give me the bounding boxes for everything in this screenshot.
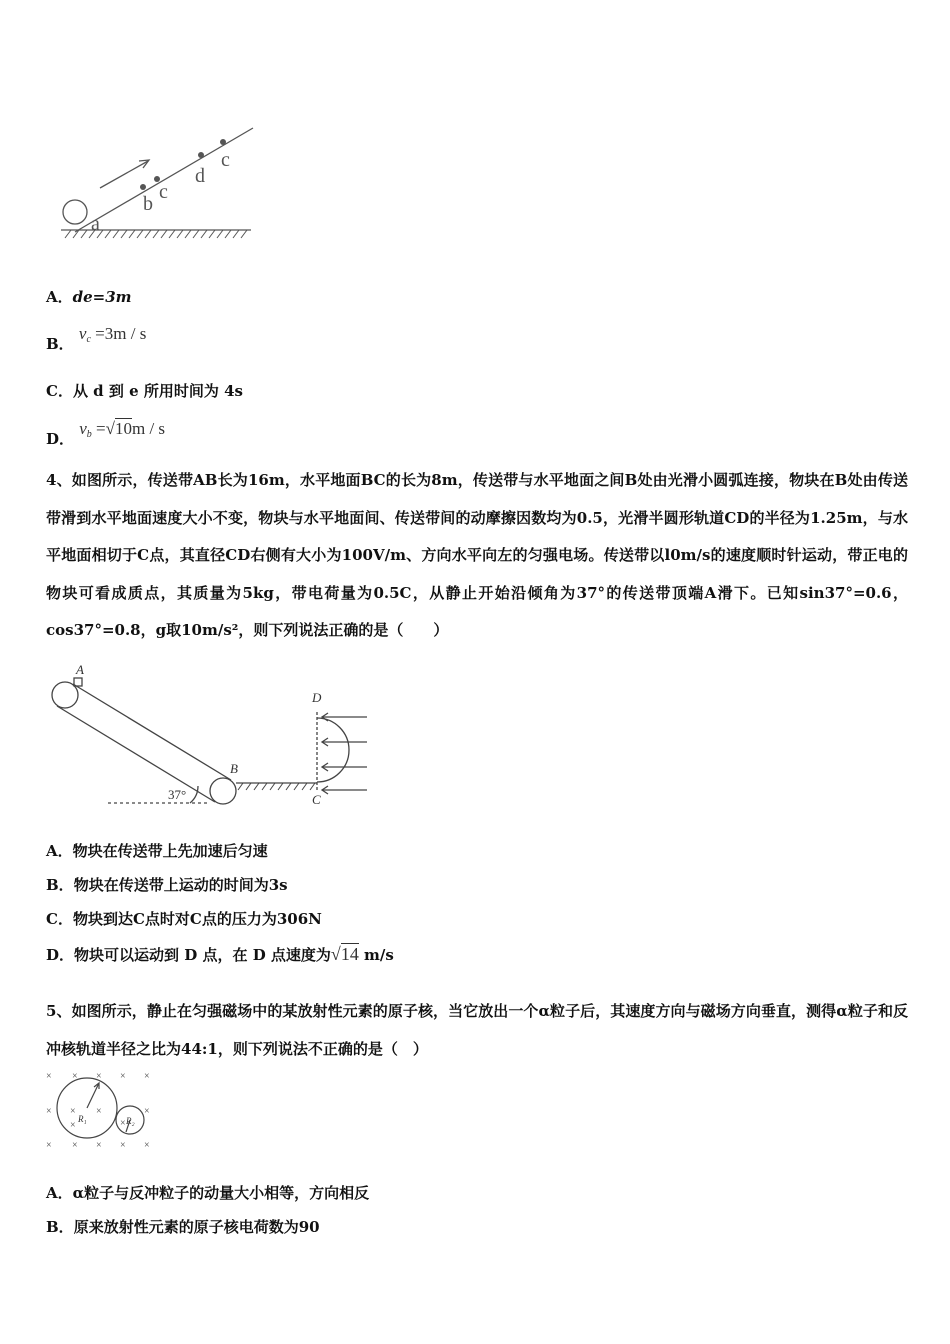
label-b: b <box>143 193 153 215</box>
option-text: 从 d 到 e 所用时间为 4s <box>72 382 243 400</box>
label-a: a <box>91 213 100 235</box>
question-number: 5、 <box>46 1002 72 1020</box>
question-text: 如图所示，静止在匀强磁场中的某放射性元素的原子核，当它放出一个α粒子后，其速度方向与磁场方向垂直，测得α粒子和反冲核轨道半径之比为44:1，则下列说法不正确的是（ ） <box>46 1002 909 1058</box>
formula-vb: vb =√10m / s <box>79 419 166 440</box>
label-B: B <box>230 761 238 776</box>
sqrt-14: √14 <box>330 944 359 964</box>
svg-text:×: × <box>96 1140 102 1151</box>
svg-text:×: × <box>72 1140 78 1151</box>
svg-text:×: × <box>144 1140 150 1151</box>
svg-text:×: × <box>70 1120 76 1131</box>
option-letter: B． <box>46 1218 74 1236</box>
formula-vc: vc =3m / s <box>78 324 147 345</box>
label-d: d <box>195 165 205 187</box>
q3-option-a <box>46 286 132 307</box>
q3-option-c <box>46 380 243 401</box>
svg-text:×: × <box>120 1118 126 1129</box>
label-C: C <box>312 792 321 807</box>
svg-text:×: × <box>46 1106 52 1117</box>
option-letter: D． <box>46 430 75 448</box>
label-c2: c <box>221 149 230 171</box>
option-letter: C． <box>46 910 73 928</box>
question-5 <box>46 993 908 1068</box>
option-letter: A． <box>46 288 73 306</box>
option-letter: A． <box>46 1184 73 1202</box>
question-number: 4、 <box>46 471 72 489</box>
svg-text:×: × <box>96 1106 102 1117</box>
option-text: 原来放射性元素的原子核电荷数为90 <box>73 1218 320 1236</box>
option-letter: B． <box>46 876 74 894</box>
option-letter: C． <box>46 382 73 400</box>
option-letter: D． <box>46 946 75 964</box>
question-text: 如图所示，传送带AB长为16m，水平地面BC的长为8m，传送带与水平地面之间B处由光滑小圆弧连接，物块在B处由传送带滑到水平地面速度大小不变，物块与水平地面间、传送带间的动摩擦因数均为0.5，光滑半圆形轨道CD的半径为1.25m，与水平地面相切于C点，其直径CD右侧有大小为100V/m、方向水平向左的匀强电场。传送带以l0m/s的速度顺时针运动，带正电的物块可看成质点，其质量为5kg，带电荷量为0.5C，从静止开始沿倾角为37°的传送带顶端A滑下。已知sin37°=0.6，cos37°=0.8，g取10m/s²，则下列说法正确的是（ ） <box>46 471 908 639</box>
svg-text:×: × <box>144 1071 150 1082</box>
option-letter: B． <box>46 335 74 353</box>
q4-option-b <box>46 874 288 895</box>
conveyor-figure <box>40 660 380 815</box>
q4-option-c <box>46 908 322 929</box>
q4-option-d <box>46 944 394 965</box>
q5-option-b <box>46 1216 320 1237</box>
option-unit: m/s <box>364 946 394 964</box>
q3-option-d <box>46 418 166 448</box>
option-letter: A． <box>46 842 73 860</box>
option-text: 物块在传送带上先加速后匀速 <box>72 842 268 860</box>
label-angle: 37° <box>168 787 187 802</box>
label-R1: R₁ <box>78 1114 87 1124</box>
option-text: α粒子与反冲粒子的动量大小相等，方向相反 <box>72 1184 370 1202</box>
svg-text:×: × <box>46 1071 52 1082</box>
svg-text:×: × <box>120 1140 126 1151</box>
question-4 <box>46 462 908 650</box>
svg-text:×: × <box>46 1140 52 1151</box>
q5-option-a <box>46 1182 369 1203</box>
option-text: 物块在传送带上运动的时间为3s <box>73 876 288 894</box>
svg-text:×: × <box>120 1071 126 1082</box>
option-text: 物块可以运动到 D 点，在 D 点速度为 <box>74 946 331 964</box>
incline-figure <box>55 120 265 245</box>
label-R2: R₂ <box>126 1116 135 1126</box>
option-text: 物块到达C点时对C点的压力为306N <box>72 910 322 928</box>
svg-text:×: × <box>96 1071 102 1082</box>
svg-text:×: × <box>72 1071 78 1082</box>
q4-option-a <box>46 840 268 861</box>
option-text: de=3m <box>72 288 132 306</box>
svg-text:×: × <box>144 1106 150 1117</box>
label-D: D <box>312 690 322 705</box>
magnetic-field-figure <box>40 1066 165 1156</box>
label-A: A <box>76 662 84 677</box>
svg-text:×: × <box>70 1106 76 1117</box>
label-c1: c <box>159 181 168 203</box>
q3-option-b <box>46 323 147 353</box>
